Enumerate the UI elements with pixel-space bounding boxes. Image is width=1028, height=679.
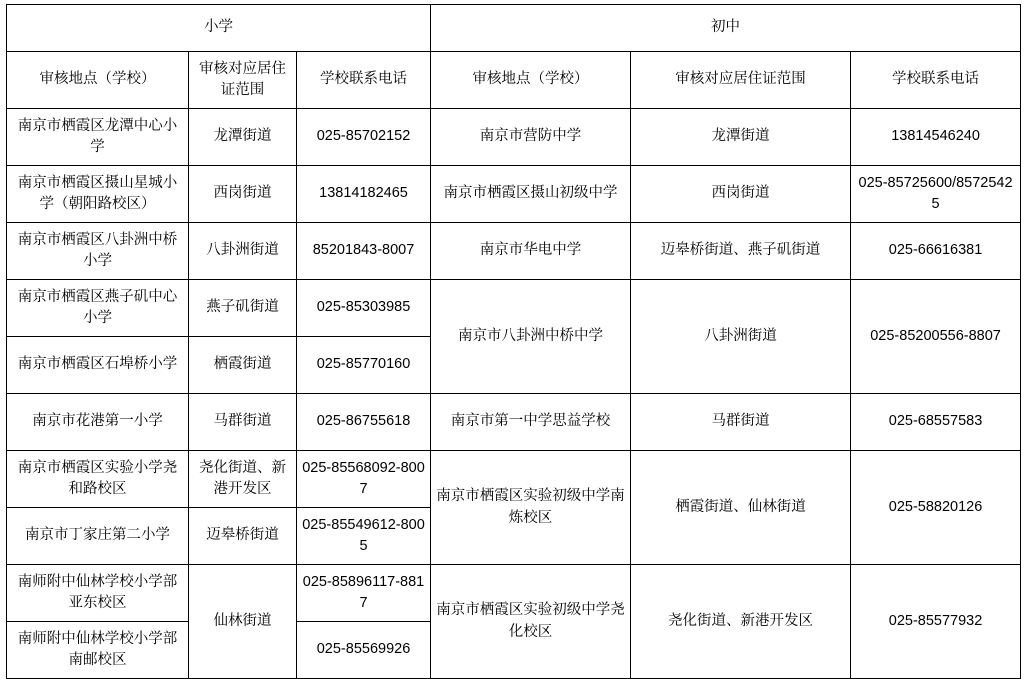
primary-area: 尧化街道、新港开发区 <box>189 451 297 508</box>
table-row <box>7 223 1021 280</box>
middle-phone: 025-58820126 <box>851 451 1021 565</box>
primary-phone: 025-85702152 <box>297 109 431 166</box>
middle-phone: 025-68557583 <box>851 394 1021 451</box>
column-header-row <box>7 52 1021 109</box>
middle-school: 南京市第一中学思益学校 <box>431 394 631 451</box>
middle-phone: 025-85725600/85725425 <box>851 166 1021 223</box>
column-header-middle-phone: 学校联系电话 <box>851 52 1021 109</box>
primary-school: 南京市栖霞区摄山星城小学（朝阳路校区） <box>7 166 189 223</box>
primary-phone: 025-85549612-8005 <box>297 508 431 565</box>
primary-area: 燕子矶街道 <box>189 280 297 337</box>
middle-school: 南京市栖霞区实验初级中学尧化校区 <box>431 565 631 679</box>
middle-phone: 13814546240 <box>851 109 1021 166</box>
primary-phone: 025-85303985 <box>297 280 431 337</box>
primary-area: 仙林街道 <box>189 565 297 679</box>
primary-school: 南师附中仙林学校小学部亚东校区 <box>7 565 189 622</box>
column-header-primary-phone: 学校联系电话 <box>297 52 431 109</box>
primary-area: 马群街道 <box>189 394 297 451</box>
column-header-primary-area: 审核对应居住证范围 <box>189 52 297 109</box>
primary-school: 南京市栖霞区燕子矶中心小学 <box>7 280 189 337</box>
primary-phone: 85201843-8007 <box>297 223 431 280</box>
middle-school: 南京市华电中学 <box>431 223 631 280</box>
middle-area: 马群街道 <box>631 394 851 451</box>
table-row <box>7 565 1021 622</box>
middle-school: 南京市八卦洲中桥中学 <box>431 280 631 394</box>
middle-school: 南京市栖霞区摄山初级中学 <box>431 166 631 223</box>
primary-phone: 025-85896117-8817 <box>297 565 431 622</box>
primary-school: 南京市栖霞区龙潭中心小学 <box>7 109 189 166</box>
middle-area: 尧化街道、新港开发区 <box>631 565 851 679</box>
middle-phone: 025-85200556-8807 <box>851 280 1021 394</box>
table-row <box>7 394 1021 451</box>
middle-area: 八卦洲街道 <box>631 280 851 394</box>
primary-school: 南师附中仙林学校小学部南邮校区 <box>7 622 189 679</box>
column-header-primary-school: 审核地点（学校） <box>7 52 189 109</box>
primary-area: 栖霞街道 <box>189 337 297 394</box>
primary-school: 南京市栖霞区八卦洲中桥小学 <box>7 223 189 280</box>
group-header-middle: 初中 <box>431 5 1021 52</box>
primary-school: 南京市栖霞区石埠桥小学 <box>7 337 189 394</box>
group-header-primary: 小学 <box>7 5 431 52</box>
column-header-middle-school: 审核地点（学校） <box>431 52 631 109</box>
table-row <box>7 166 1021 223</box>
middle-phone: 025-85577932 <box>851 565 1021 679</box>
middle-area: 迈皋桥街道、燕子矶街道 <box>631 223 851 280</box>
middle-school: 南京市栖霞区实验初级中学南炼校区 <box>431 451 631 565</box>
primary-area: 龙潭街道 <box>189 109 297 166</box>
middle-area: 龙潭街道 <box>631 109 851 166</box>
middle-school: 南京市营防中学 <box>431 109 631 166</box>
primary-school: 南京市丁家庄第二小学 <box>7 508 189 565</box>
audit-locations-table-container <box>6 4 1020 679</box>
primary-school: 南京市花港第一小学 <box>7 394 189 451</box>
primary-area: 迈皋桥街道 <box>189 508 297 565</box>
primary-phone: 025-85568092-8007 <box>297 451 431 508</box>
table-row <box>7 451 1021 508</box>
middle-phone: 025-66616381 <box>851 223 1021 280</box>
primary-phone: 13814182465 <box>297 166 431 223</box>
primary-school: 南京市栖霞区实验小学尧和路校区 <box>7 451 189 508</box>
middle-area: 栖霞街道、仙林街道 <box>631 451 851 565</box>
primary-phone: 025-86755618 <box>297 394 431 451</box>
middle-area: 西岗街道 <box>631 166 851 223</box>
primary-area: 八卦洲街道 <box>189 223 297 280</box>
column-header-middle-area: 审核对应居住证范围 <box>631 52 851 109</box>
group-header-row <box>7 5 1021 52</box>
primary-phone: 025-85770160 <box>297 337 431 394</box>
table-row <box>7 280 1021 337</box>
primary-phone: 025-85569926 <box>297 622 431 679</box>
primary-area: 西岗街道 <box>189 166 297 223</box>
audit-locations-table <box>6 4 1021 679</box>
table-row <box>7 109 1021 166</box>
